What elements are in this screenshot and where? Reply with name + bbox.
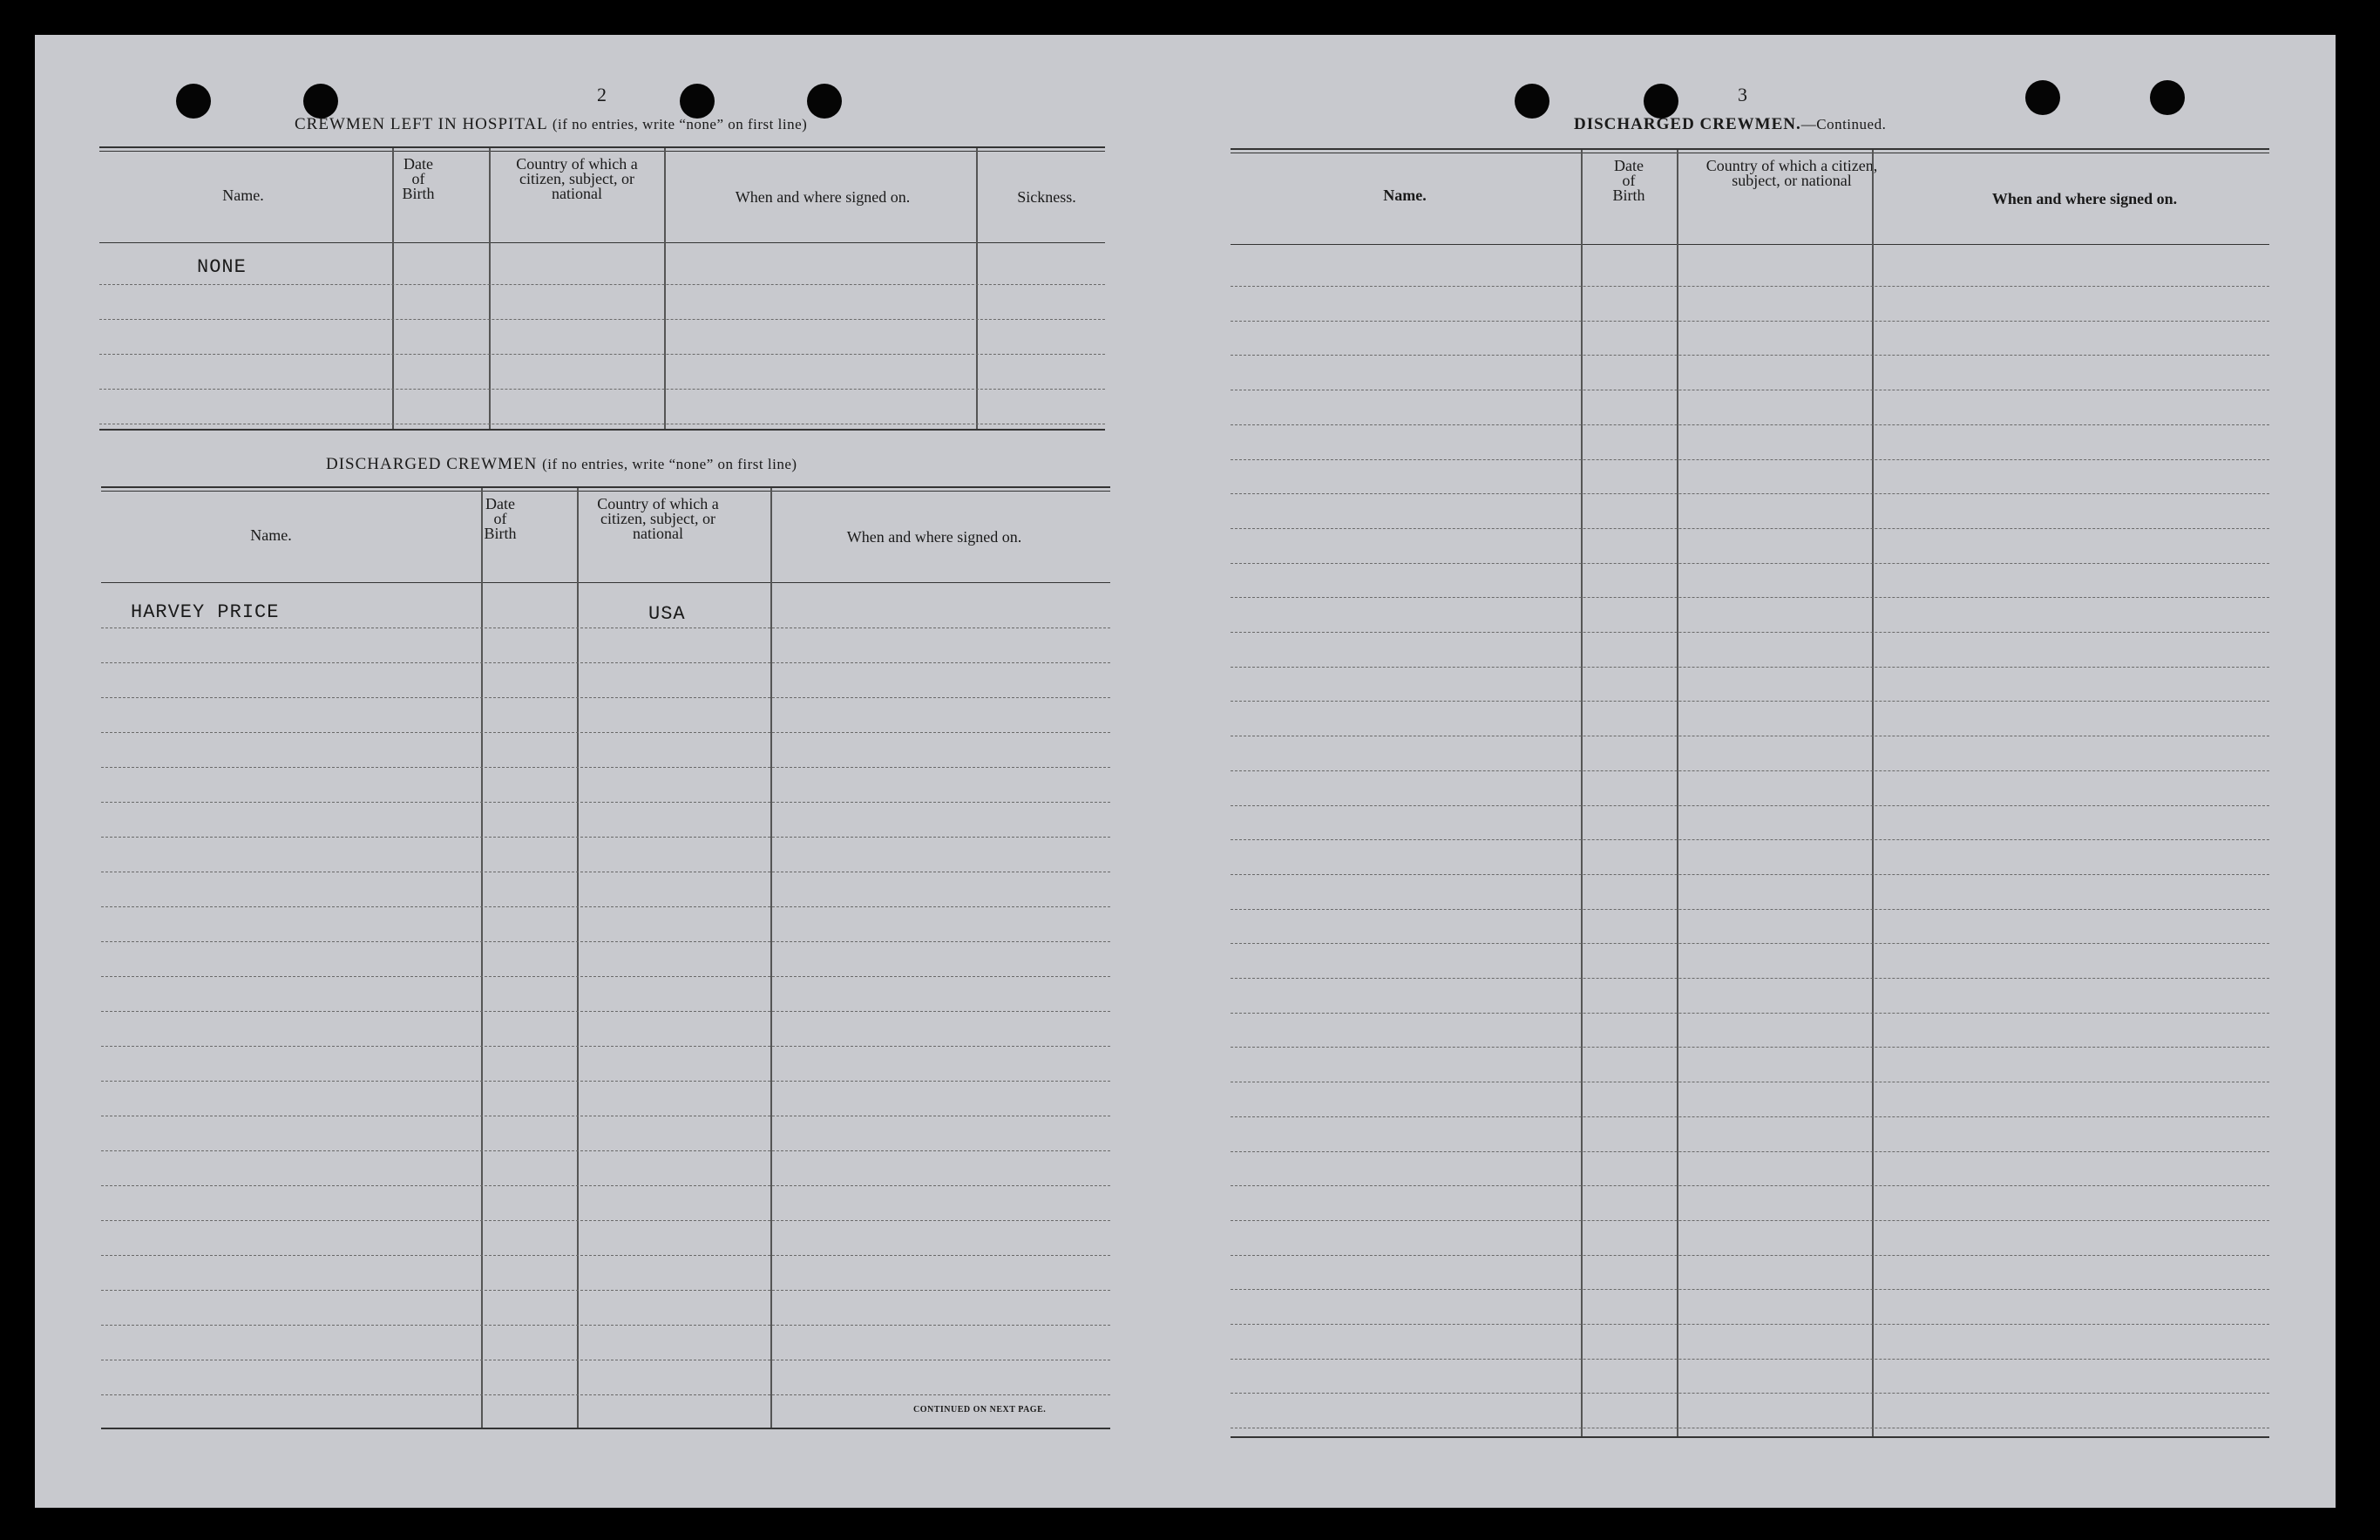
discharged-continued-title	[1574, 115, 1886, 134]
hospital-table	[99, 146, 1112, 469]
table-row	[1231, 1116, 2269, 1117]
header-signed-on: When and where signed on.	[735, 188, 911, 206]
continued-title-suffix: —Continued.	[1800, 116, 1887, 132]
table-row	[1231, 839, 2269, 840]
discharged-section-title	[326, 455, 797, 474]
table-row	[1231, 667, 2269, 668]
page-number-right: 3	[1738, 84, 1747, 105]
discharged-entry-name: HARVEY PRICE	[131, 601, 280, 623]
table-top-rule	[101, 491, 1110, 492]
table-row	[101, 976, 1110, 977]
header-date-of-birth: Date of Birth	[402, 155, 435, 202]
header-bottom-rule	[1231, 244, 2269, 245]
table-top-rule	[99, 146, 1105, 148]
table-row	[1231, 1324, 2269, 1325]
column-divider	[1872, 150, 1874, 1436]
table-row	[1231, 563, 2269, 564]
punch-hole	[303, 84, 338, 119]
discharged-title-note: (if no entries, write “none” on first line)	[542, 456, 797, 472]
header-date-of-birth: Date of Birth	[484, 495, 517, 542]
discharged-entry-country: USA	[648, 603, 686, 625]
column-divider	[1581, 150, 1583, 1436]
table-row	[101, 662, 1110, 663]
table-row	[1231, 597, 2269, 598]
table-row	[1231, 1220, 2269, 1221]
discharged-table	[101, 486, 1117, 1445]
punch-hole	[680, 84, 715, 119]
table-row	[1231, 355, 2269, 356]
table-row	[1231, 1151, 2269, 1152]
table-row	[101, 941, 1110, 942]
punch-hole	[1644, 84, 1678, 119]
table-top-rule	[101, 486, 1110, 488]
table-row	[101, 1220, 1110, 1221]
table-row	[1231, 943, 2269, 944]
table-row	[99, 319, 1105, 320]
column-divider	[976, 148, 978, 429]
header-name: Name.	[250, 526, 292, 544]
header-signed-on: When and where signed on.	[846, 528, 1022, 546]
table-row	[1231, 874, 2269, 875]
column-divider	[577, 488, 579, 1429]
column-divider	[1677, 150, 1678, 1436]
table-row	[101, 1394, 1110, 1395]
table-row	[1231, 528, 2269, 529]
header-country: Country of which a citizen, subject, or national	[597, 495, 719, 542]
table-row	[101, 1150, 1110, 1151]
header-name: Name.	[222, 187, 264, 204]
table-row	[99, 354, 1105, 355]
table-row	[1231, 632, 2269, 633]
header-name: Name.	[1383, 187, 1427, 204]
table-row	[1231, 701, 2269, 702]
table-row	[1231, 1393, 2269, 1394]
header-country: Country of which a citizen, subject, or national	[516, 155, 638, 202]
table-row	[101, 1255, 1110, 1256]
table-row	[1231, 1255, 2269, 1256]
page-number-left: 2	[597, 84, 607, 105]
table-row	[99, 284, 1105, 285]
table-row	[101, 906, 1110, 907]
table-row	[1231, 909, 2269, 910]
table-row	[101, 767, 1110, 768]
header-bottom-rule	[101, 582, 1110, 583]
table-row	[1231, 1013, 2269, 1014]
table-row	[101, 1046, 1110, 1047]
table-row	[1231, 1359, 2269, 1360]
column-divider	[392, 148, 394, 429]
table-row	[1231, 321, 2269, 322]
discharged-continued-table	[1231, 148, 2313, 1455]
table-row	[1231, 978, 2269, 979]
table-row	[1231, 459, 2269, 460]
table-bottom-rule	[1231, 1436, 2269, 1438]
table-row	[1231, 286, 2269, 287]
table-row	[101, 697, 1110, 698]
table-row	[99, 389, 1105, 390]
table-row	[101, 732, 1110, 733]
table-row	[1231, 1289, 2269, 1290]
header-date-of-birth: Date of Birth	[1612, 157, 1645, 204]
table-bottom-rule	[101, 1428, 1110, 1429]
hospital-section-title	[295, 115, 807, 134]
column-divider	[481, 488, 483, 1429]
hospital-title-note: (if no entries, write “none” on first line)	[552, 116, 808, 132]
table-row	[1231, 1185, 2269, 1186]
table-row	[101, 1011, 1110, 1012]
punch-hole	[2150, 80, 2185, 115]
punch-hole	[176, 84, 211, 119]
table-row	[1231, 805, 2269, 806]
table-row	[101, 1081, 1110, 1082]
header-bottom-rule	[99, 242, 1105, 243]
table-top-rule	[99, 151, 1105, 152]
table-row	[101, 1325, 1110, 1326]
column-divider	[770, 488, 772, 1429]
table-row	[101, 802, 1110, 803]
table-row	[101, 1290, 1110, 1291]
document-page	[35, 35, 2336, 1508]
punch-hole	[1515, 84, 1549, 119]
table-top-rule	[1231, 148, 2269, 150]
table-row	[101, 837, 1110, 838]
header-country: Country of which a citizen, subject, or national	[1705, 157, 1878, 189]
discharged-title-text: DISCHARGED CREWMEN	[326, 455, 538, 473]
header-signed-on: When and where signed on.	[1991, 190, 2178, 207]
table-row	[1231, 1047, 2269, 1048]
continued-title-text: DISCHARGED CREWMEN.	[1574, 115, 1801, 133]
punch-hole	[2025, 80, 2060, 115]
punch-hole	[807, 84, 842, 119]
table-row	[1231, 424, 2269, 425]
continued-footnote: CONTINUED ON NEXT PAGE.	[913, 1405, 1047, 1414]
hospital-entry-name: NONE	[197, 256, 247, 278]
column-divider	[664, 148, 666, 429]
table-row	[1231, 770, 2269, 771]
column-divider	[489, 148, 491, 429]
table-row	[101, 1185, 1110, 1186]
header-sickness: Sickness.	[1017, 188, 1076, 206]
table-row	[1231, 493, 2269, 494]
table-bottom-rule	[99, 429, 1105, 431]
hospital-title-text: CREWMEN LEFT IN HOSPITAL	[295, 115, 548, 133]
